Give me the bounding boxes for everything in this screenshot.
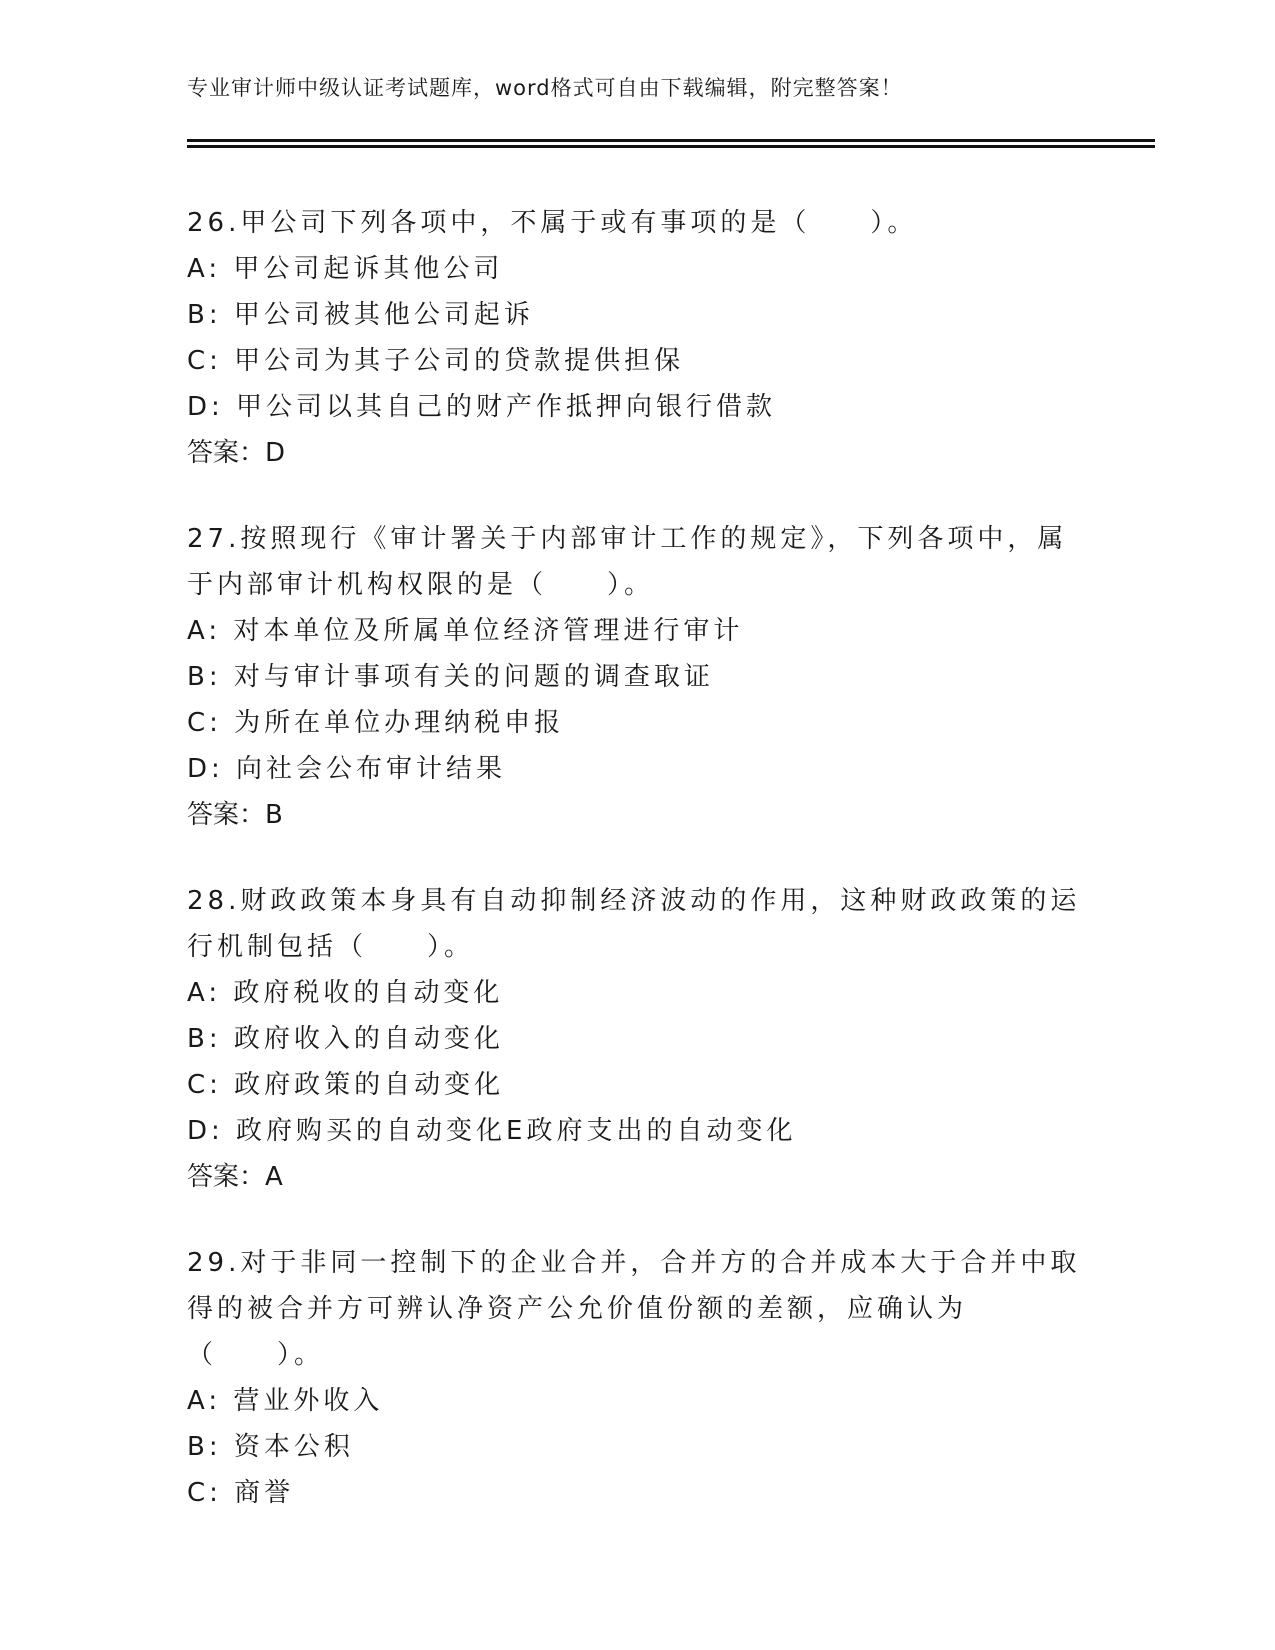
option-b: B: 对与审计事项有关的问题的调查取证: [187, 662, 714, 692]
question-28: [187, 878, 1087, 1200]
question-26: [187, 200, 1087, 476]
header-rule-bottom: [187, 145, 1155, 148]
question-list: [187, 200, 1087, 1516]
option-d: D: 政府购买的自动变化E政府支出的自动变化: [187, 1116, 797, 1146]
option-a: A: 政府税收的自动变化: [187, 978, 504, 1008]
option-c: C: 商誉: [187, 1478, 295, 1508]
question-27: [187, 516, 1087, 838]
page-header: 专业审计师中级认证考试题库，word格式可自由下载编辑，附完整答案！: [187, 76, 903, 100]
option-d: D: 向社会公布审计结果: [187, 754, 507, 784]
answer: 答案：A: [187, 1162, 283, 1192]
question-stem: 26.甲公司下列各项中，不属于或有事项的是（ ）。: [187, 208, 918, 238]
header-rule-top: [187, 139, 1155, 142]
question-stem: 29.对于非同一控制下的企业合并，合并方的合并成本大于合并中取得的被合并方可辨认净资产公允价值份额的差额，应确认为（ ）。: [187, 1248, 1081, 1370]
option-d: D: 甲公司以其自己的财产作抵押向银行借款: [187, 392, 777, 422]
answer: 答案：B: [187, 800, 283, 830]
option-b: B: 资本公积: [187, 1432, 354, 1462]
question-stem: 27.按照现行《审计署关于内部审计工作的规定》，下列各项中，属于内部审计机构权限的是（ ）。: [187, 524, 1068, 600]
option-a: A: 对本单位及所属单位经济管理进行审计: [187, 616, 744, 646]
question-stem: 28.财政政策本身具有自动抑制经济波动的作用，这种财政政策的运行机制包括（ ）。: [187, 886, 1081, 962]
option-b: B: 甲公司被其他公司起诉: [187, 300, 534, 330]
option-a: A: 甲公司起诉其他公司: [187, 254, 504, 284]
option-c: C: 为所在单位办理纳税申报: [187, 708, 565, 738]
answer: 答案：D: [187, 438, 286, 468]
option-a: A: 营业外收入: [187, 1386, 384, 1416]
option-b: B: 政府收入的自动变化: [187, 1024, 504, 1054]
question-29: [187, 1240, 1087, 1516]
option-c: C: 政府政策的自动变化: [187, 1070, 505, 1100]
option-c: C: 甲公司为其子公司的贷款提供担保: [187, 346, 685, 376]
